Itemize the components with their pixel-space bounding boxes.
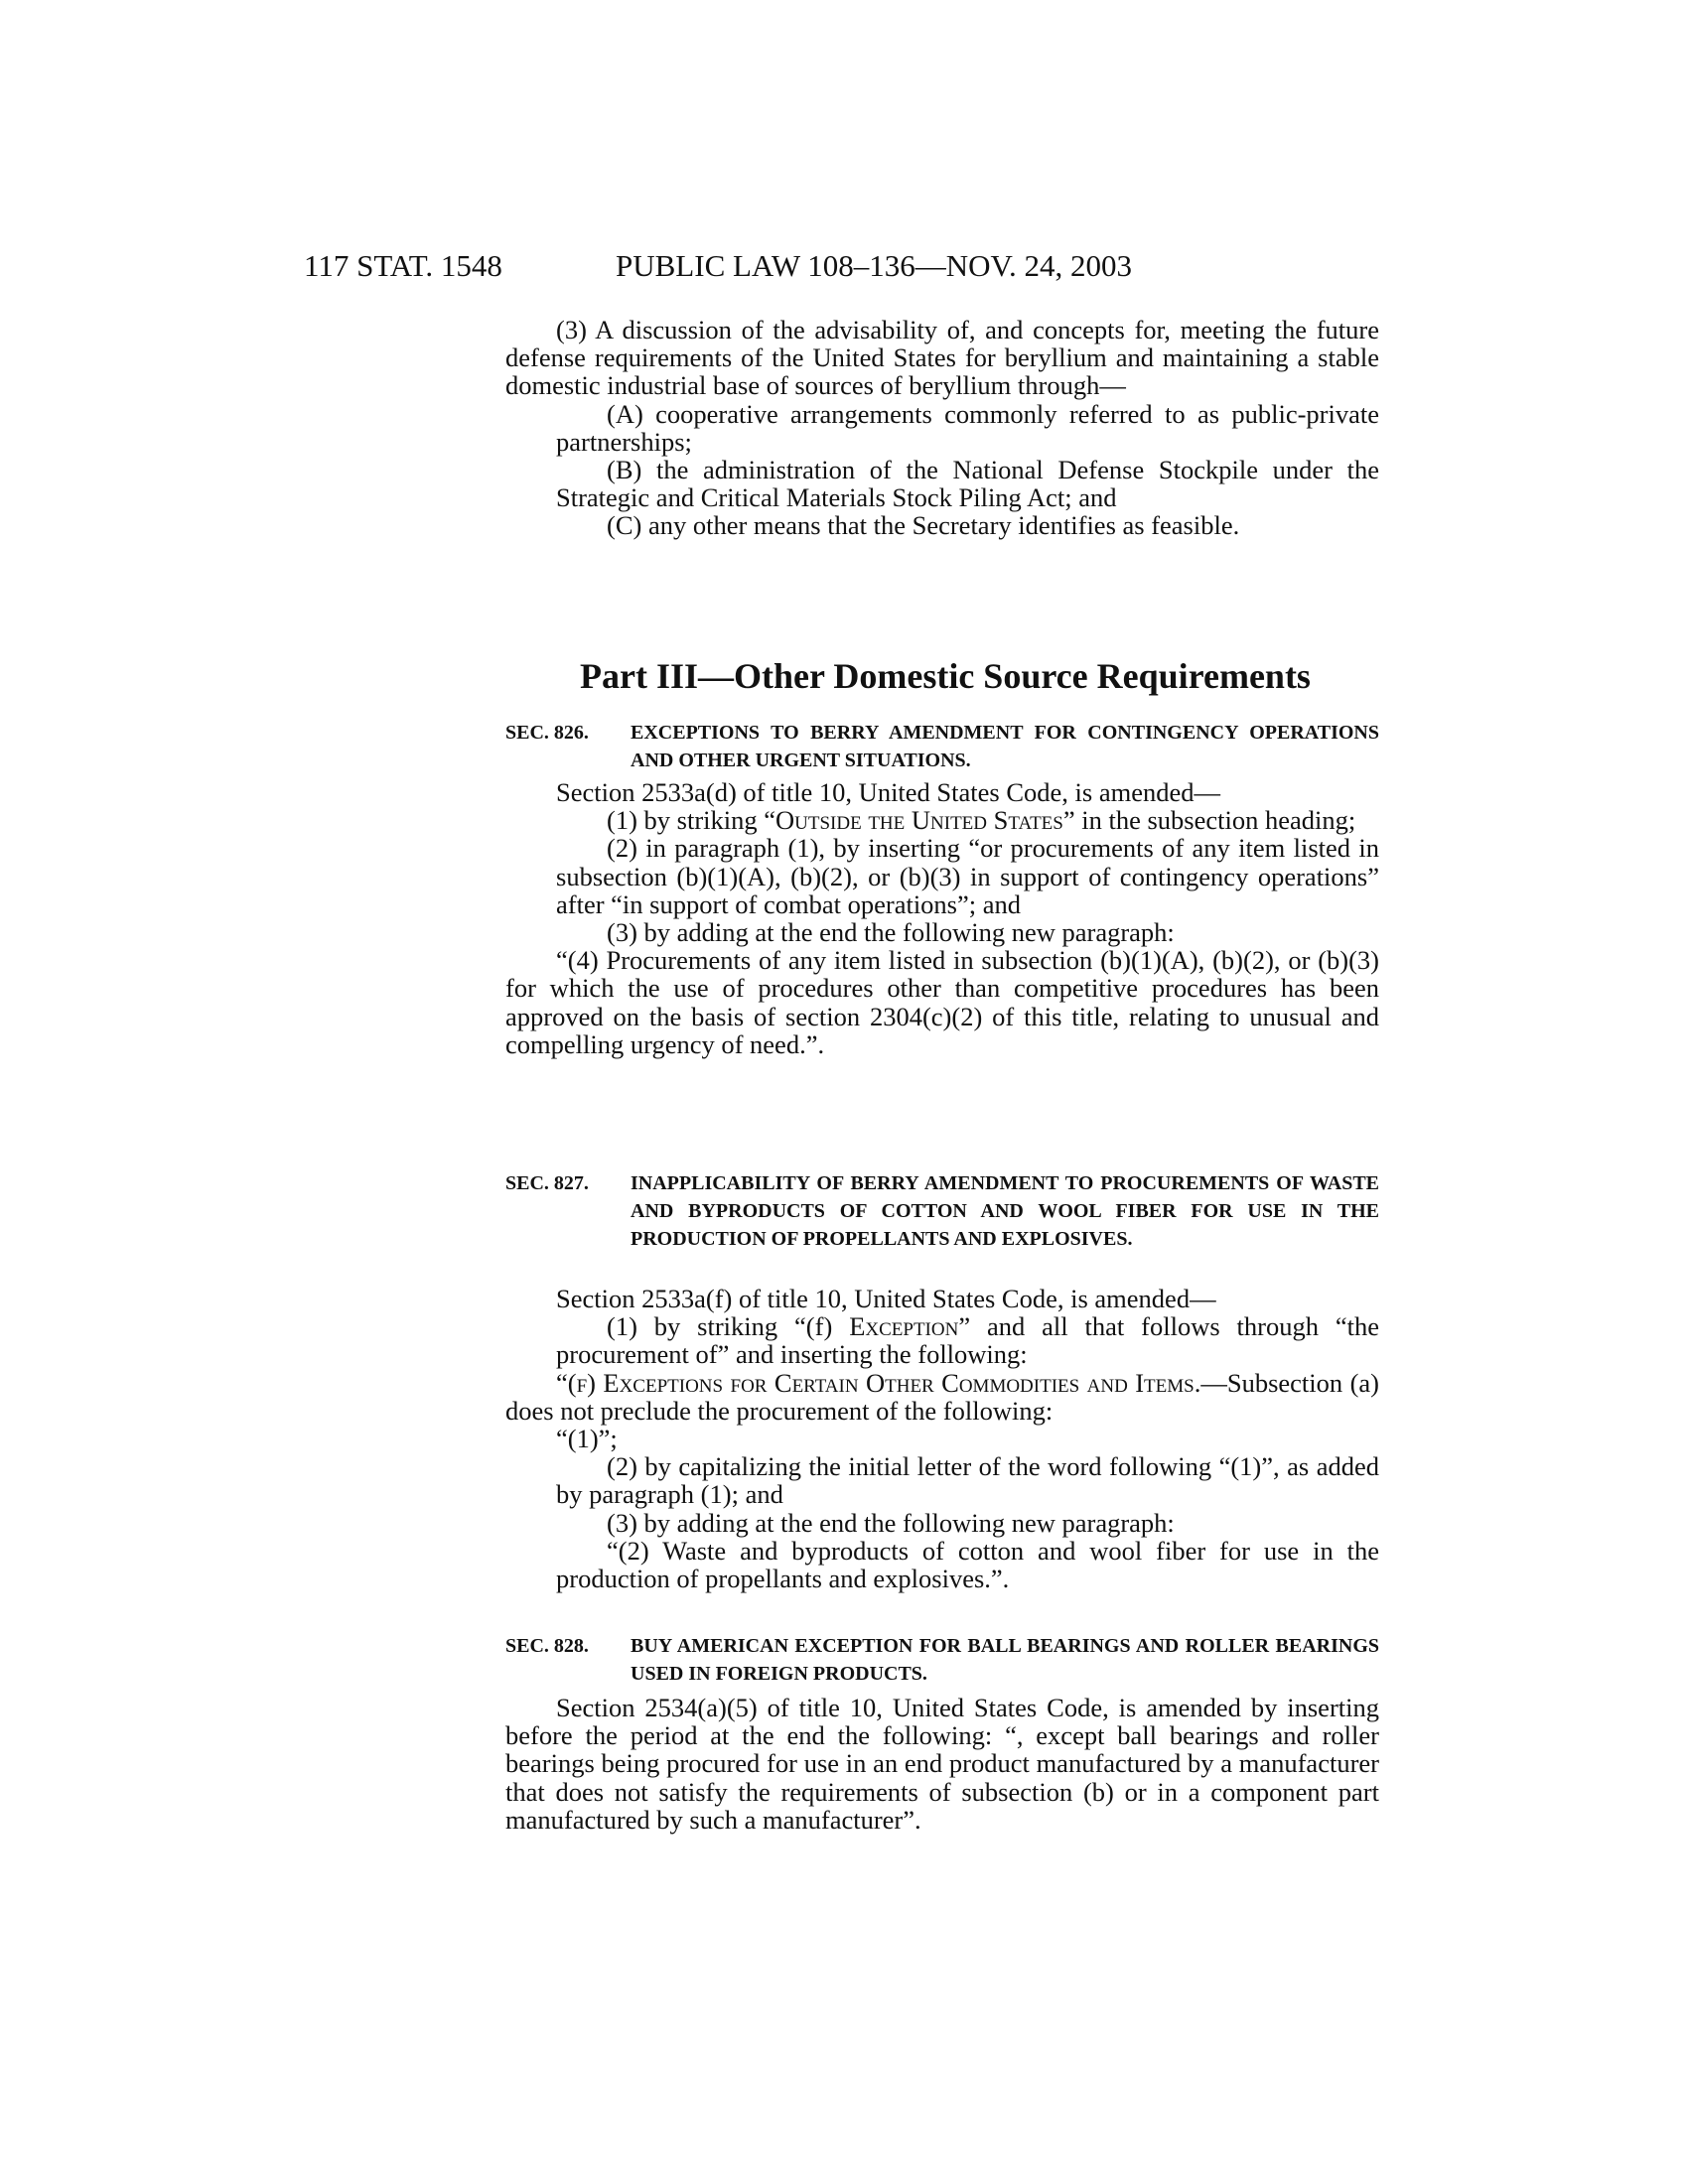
quoted-subsection-f: “(f) Exceptions for Certain Other Commodities and Items.—Subsection (a) does not preclude the procurement of the following: bbox=[505, 1367, 1379, 1426]
section-lead: Section 2533a(f) of title 10, United States Code, is amended— bbox=[556, 1284, 1216, 1313]
section-826-heading bbox=[505, 719, 1379, 774]
quoted-paragraph-4: “(4) Procurements of any item listed in subsection (b)(1)(A), (b)(2), or (b)(3) for which the use of procedures other than competitive procedures has been approved on the basis of section 2304(c)(2) of this title, relating to unusual and compelling urgency of need.”. bbox=[505, 945, 1379, 1059]
section-number: SEC. 826. bbox=[505, 722, 589, 744]
section-number: SEC. 827. bbox=[505, 1172, 589, 1194]
amendment-item-2: (2) by capitalizing the initial letter of the word following “(1)”, as added by paragraph (1); and bbox=[556, 1451, 1379, 1510]
section-828-body bbox=[505, 1694, 1379, 1834]
subparagraph-c: (C) any other means that the Secretary identifies as feasible. bbox=[607, 510, 1240, 541]
section-lead: Section 2533a(d) of title 10, United States Code, is amended— bbox=[556, 777, 1220, 807]
quoted-item-1: “(1)”; bbox=[556, 1424, 618, 1454]
section-828-heading bbox=[505, 1632, 1379, 1688]
subparagraph-b: (B) the administration of the National Defense Stockpile under the Strategic and Critical Materials Stock Piling Act; and bbox=[556, 455, 1379, 513]
amendment-item-3: (3) by adding at the end the following new paragraph: bbox=[607, 917, 1175, 948]
subparagraph-a: (A) cooperative arrangements commonly referred to as public-private partnerships; bbox=[556, 398, 1379, 457]
page-stat-number: 117 STAT. 1548 bbox=[304, 248, 502, 283]
section-title: INAPPLICABILITY OF BERRY AMENDMENT TO PROCUREMENTS OF WASTE AND BYPRODUCTS OF COTTON AND WOOL FIBER FOR USE IN THE PRODUCTION OF PROPELLANTS AND EXPLOSIVES. bbox=[631, 1172, 1379, 1250]
amendment-item-2: (2) in paragraph (1), by inserting “or procurements of any item listed in subsection (b)(1)(A), (b)(2), or (b)(3) in support of contingency operations” after “in support of combat operations”; and bbox=[556, 833, 1379, 919]
section-number: SEC. 828. bbox=[505, 1635, 589, 1657]
part-heading: Part III—Other Domestic Source Requirements bbox=[580, 656, 1311, 696]
amendment-item-1: (1) by striking “(f) Exception” and all that follows through “the procurement of” and inserting the following: bbox=[556, 1311, 1379, 1370]
amendment-item-1: (1) by striking “Outside the United States” in the subsection heading; bbox=[607, 805, 1356, 836]
section-title: BUY AMERICAN EXCEPTION FOR BALL BEARINGS AND ROLLER BEARINGS USED IN FOREIGN PRODUCTS. bbox=[631, 1635, 1379, 1685]
running-header: PUBLIC LAW 108–136—NOV. 24, 2003 bbox=[616, 248, 1132, 283]
amendment-item-3: (3) by adding at the end the following new paragraph: bbox=[607, 1507, 1175, 1538]
section-title: EXCEPTIONS TO BERRY AMENDMENT FOR CONTINGENCY OPERATIONS AND OTHER URGENT SITUATIONS. bbox=[631, 722, 1379, 771]
section-827-heading bbox=[505, 1169, 1379, 1253]
section-827-body bbox=[505, 1285, 1379, 1592]
section-826-body bbox=[505, 778, 1379, 1058]
intro-block bbox=[505, 316, 1379, 540]
paragraph-3: (3) A discussion of the advisability of, and concepts for, meeting the future defense requirements of the United States for beryllium and maintaining a stable domestic industrial base of sources of beryllium through— bbox=[505, 315, 1379, 401]
quoted-paragraph-2: “(2) Waste and byproducts of cotton and wool fiber for use in the production of propellants and explosives.”. bbox=[556, 1535, 1379, 1594]
section-body: Section 2534(a)(5) of title 10, United States Code, is amended by inserting before the period at the end the following: “, except ball bearings and roller bearings being procured for use in an end product manufactured by a manufacturer that does not satisfy the requirements of subsection (b) or in a component part manufactured by such a manufacturer”. bbox=[505, 1693, 1379, 1835]
